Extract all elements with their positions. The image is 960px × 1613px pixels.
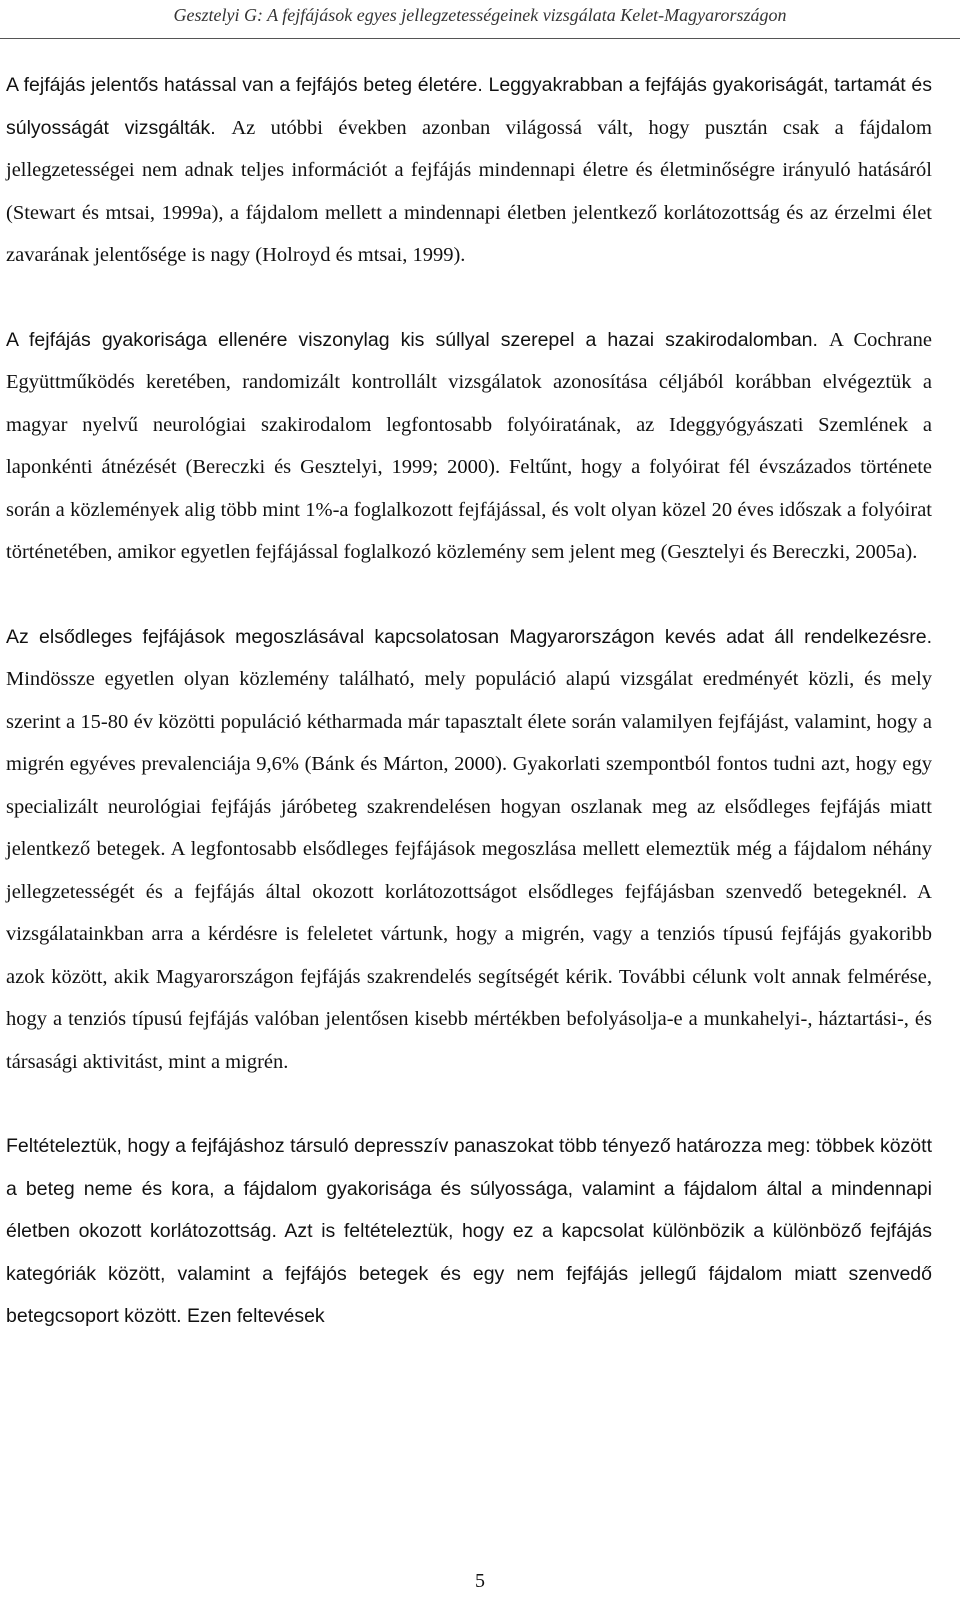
- page-footer: [0, 1570, 960, 1593]
- page-body: [6, 64, 932, 1338]
- running-title: Gesztelyi G: A fejfájások egyes jellegzetességeinek vizsgálata Kelet-Magyarországon: [173, 5, 787, 25]
- paragraph-4-sans-text: Feltételeztük, hogy a fejfájáshoz társuló depresszív panaszokat több tényező határozza meg: többek között a beteg neme és kora, a fájdalom gyakorisága és súlyossága, valamint a fájdalom által a mindennapi életben okozott korlátozottság. Azt is feltételeztük, hogy ez a kapcsolat különbözik a különböző fejfájás kategóriák között, valamint a fejfájós betegek és egy nem fejfájás jellegű fájdalom miatt szenvedő betegcsoport között. Ezen feltevések: [6, 1135, 932, 1327]
- paragraph-1-sans-text: A fejfájás jelentős hatással van a fejfájós beteg életére. Leggyakrabban a fejfájás gyakoriságát, tartamát és súlyosságát vizsgálták.: [6, 74, 932, 139]
- running-header: [0, 0, 960, 39]
- paragraph-3: [6, 616, 932, 1084]
- paragraph-2-sans-text: A fejfájás gyakorisága ellenére viszonylag kis súllyal szerepel a hazai szakirodalomban.: [6, 328, 829, 351]
- paragraph-2-serif-text: A Cochrane Együttműködés keretében, randomizált kontrollált vizsgálatok azonosítása céljából korábban elvégeztük a magyar nyelvű neurológiai szakirodalom legfontosabb folyóiratának, az Ideggyógyászati Szemlének a laponkénti átnézését (Bereczki és Gesztelyi, 1999; 2000). Feltűnt, hogy a folyóirat fél évszázados története során a közlemények alig több mint 1%-a foglalkozott fejfájással, és volt olyan közel 20 éves időszak a folyóirat történetében, amikor egyetlen fejfájással foglalkozó közlemény sem jelent meg (Gesztelyi és Bereczki, 2005a).: [6, 328, 932, 563]
- paragraph-3-sans-text: Az elsődleges fejfájások megoszlásával kapcsolatosan Magyarországon kevés adat áll rendelkezésre.: [6, 625, 932, 648]
- paragraph-3-serif-text: Mindössze egyetlen olyan közlemény található, mely populáció alapú vizsgálat eredményét közli, és mely szerint a 15-80 év közötti populáció kétharmada már tapasztalt élete során valamilyen fejfájást, valamint, hogy a migrén egyéves prevalenciája 9,6% (Bánk és Márton, 2000). Gyakorlati szempontból fontos tudni azt, hogy egy specializált neurológiai fejfájás járóbeteg szakrendelésen hogyan oszlanak meg az elsődleges fejfájás miatt jelentkező betegek. A legfontosabb elsődleges fejfájások megoszlása mellett elemeztük még a fájdalom néhány jellegzetességét és a fejfájás által okozott korlátozottságot elsődleges fejfájásban szenvedő betegeknél. A vizsgálatainkban arra a kérdésre is feleletet vártunk, hogy a migrén, vagy a tenziós típusú fejfájás gyakoribb azok között, akik Magyarországon fejfájás szakrendelés segítségét kérik. További célunk volt annak felmérése, hogy a tenziós típusú fejfájás valóban jelentősen kisebb mértékben befolyásolja-e a munkahelyi-, háztartási-, és társasági aktivitást, mint a migrén.: [6, 668, 932, 1073]
- paragraph-1: [6, 64, 932, 277]
- paragraph-2: [6, 319, 932, 574]
- paragraph-1-serif-text: Az utóbbi években azonban világossá vált, hogy pusztán csak a fájdalom jellegzetességei nem adnak teljes információt a fejfájás mindennapi életre és életminőségre irányuló hatásáról (Stewart és mtsai, 1999a), a fájdalom mellett a mindennapi életben jelentkező korlátozottság és az érzelmi élet zavarának jelentősége is nagy (Holroyd és mtsai, 1999).: [6, 116, 932, 266]
- paragraph-4: [6, 1125, 932, 1338]
- page-number: 5: [475, 1570, 485, 1592]
